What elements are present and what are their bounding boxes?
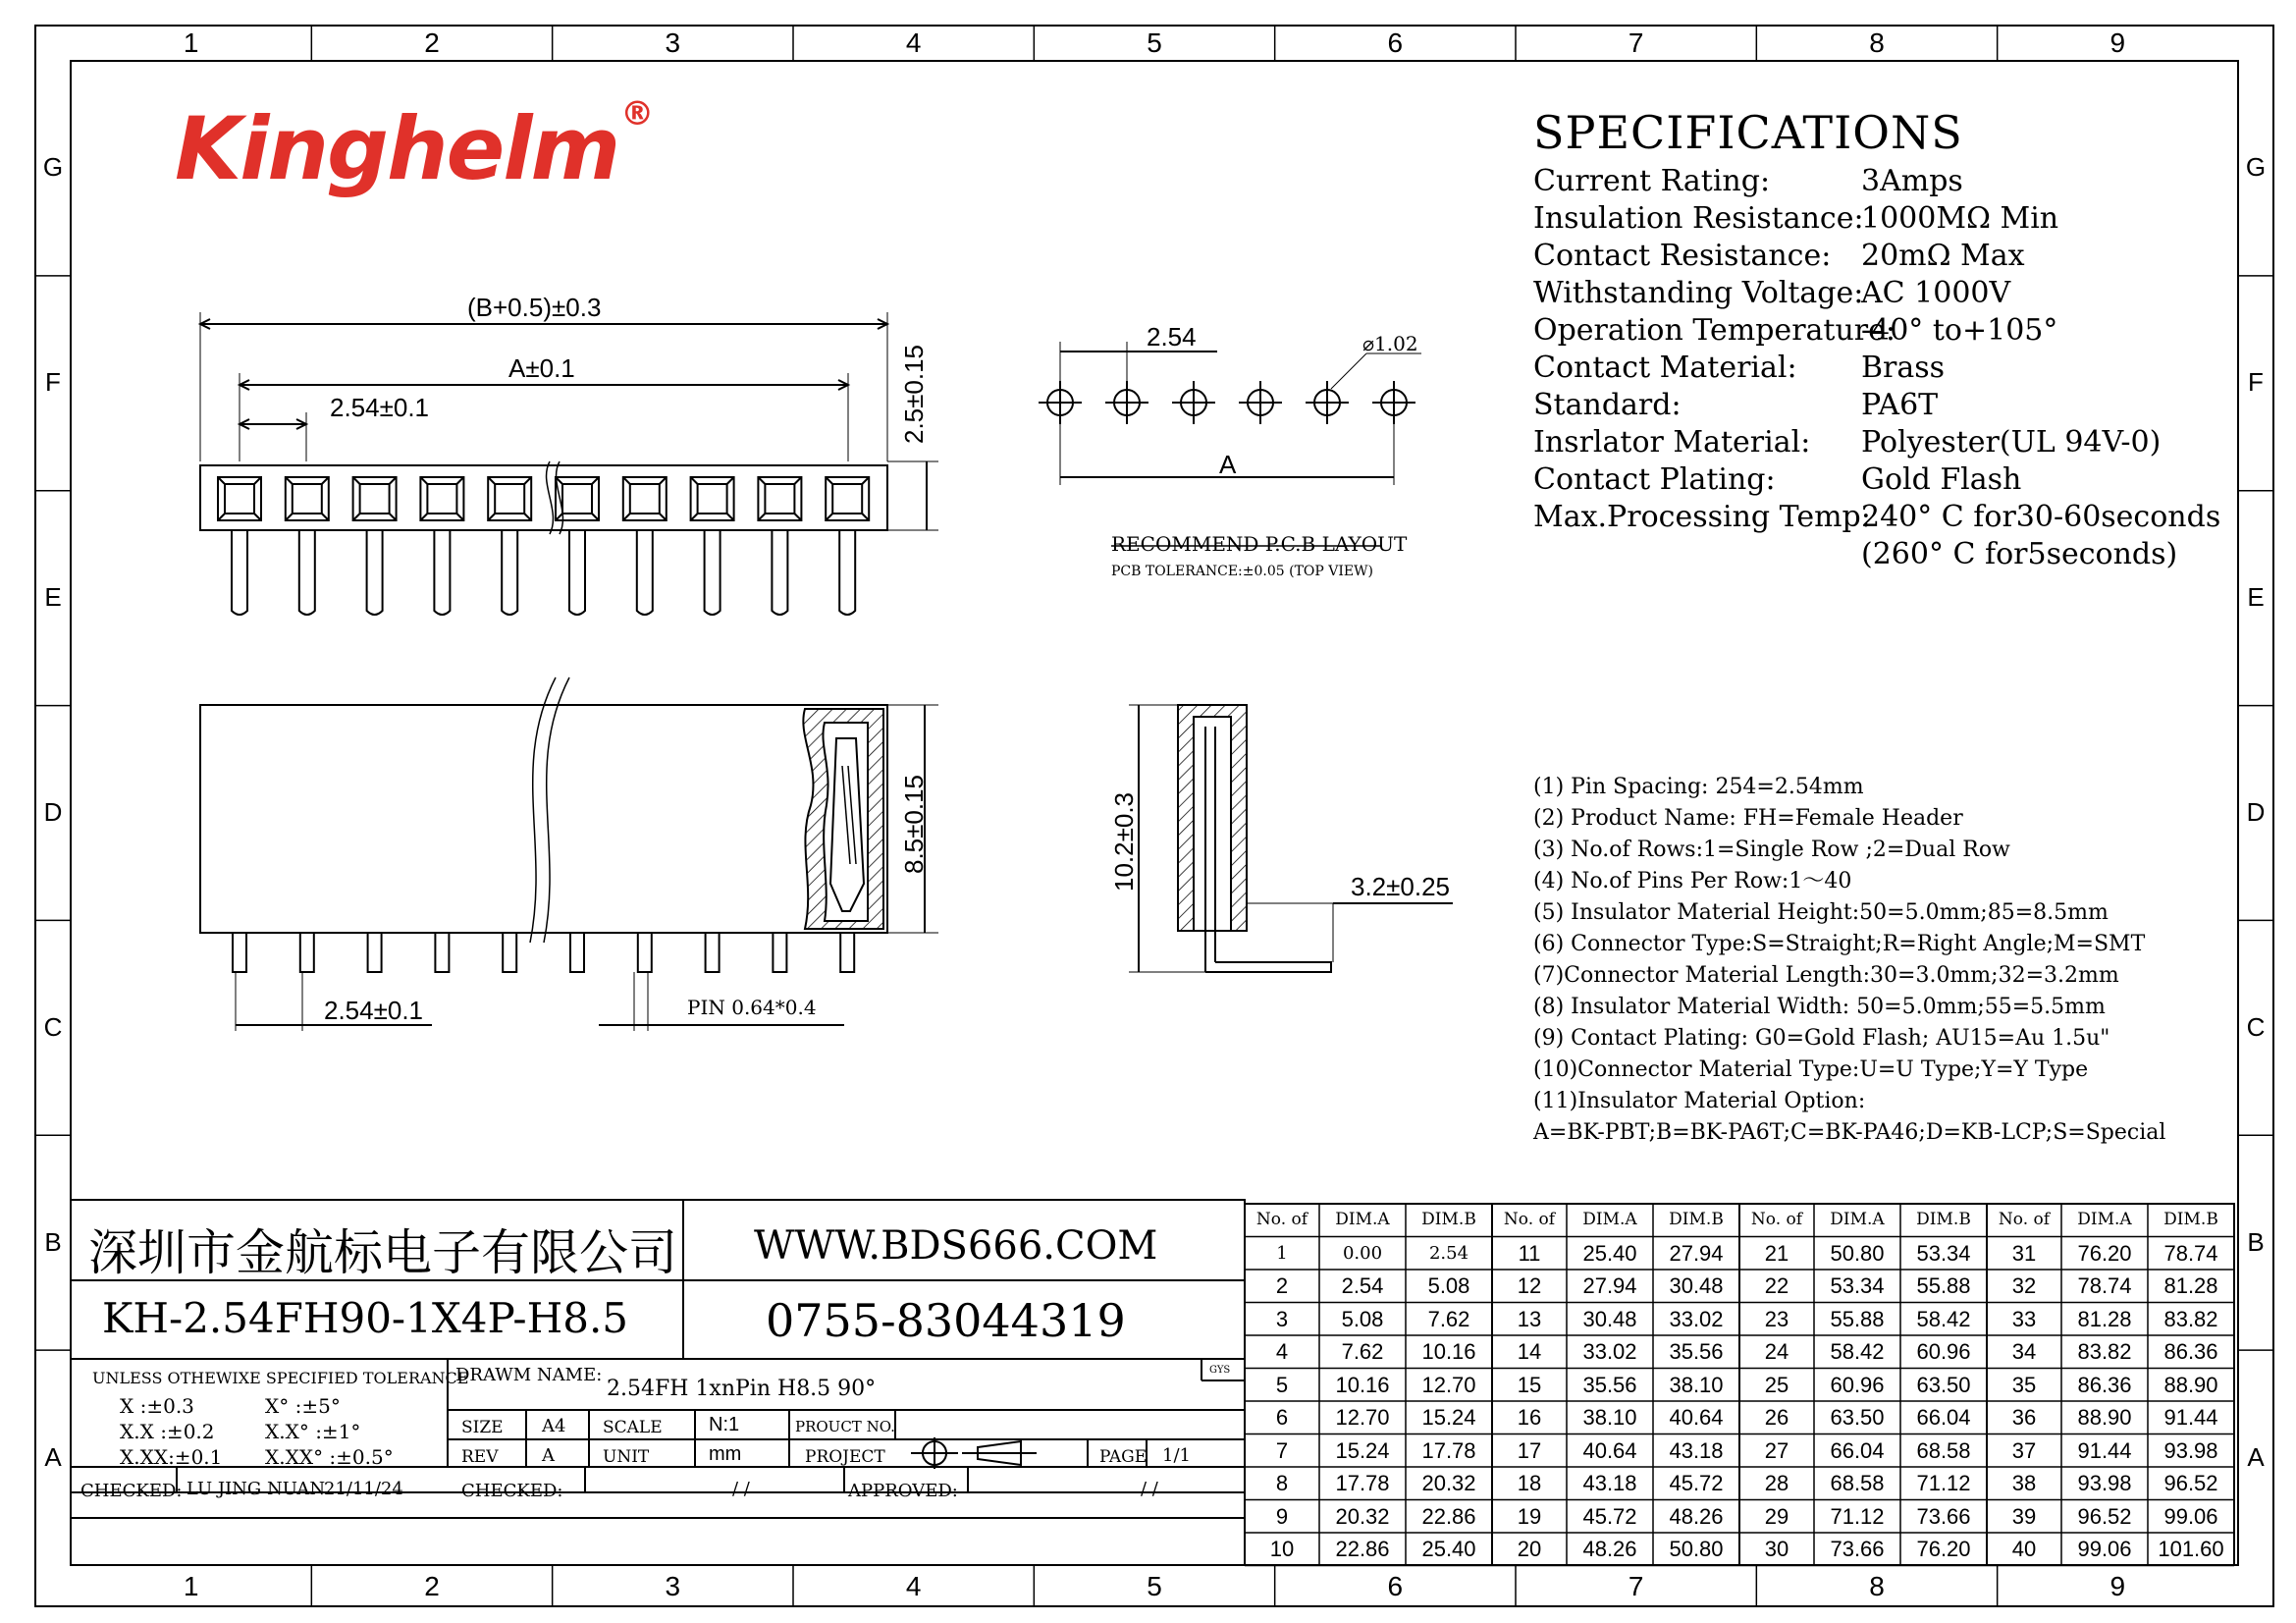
dim-table-cell: 83.82 (2163, 1306, 2218, 1331)
zone-row-B-right: B (2247, 1226, 2265, 1257)
zone-row-C-right: C (2246, 1011, 2266, 1042)
dim-table-cell: 27 (1764, 1437, 1789, 1463)
dim-table-cell: 17.78 (1335, 1471, 1390, 1495)
spec-value: AC 1000V (1861, 276, 2011, 310)
dim-table-cell: 29 (1764, 1503, 1789, 1529)
zone-row-G-left: G (42, 152, 64, 183)
dim-table-header: DIM.B (2163, 1210, 2218, 1229)
checked-date: 21/11/24 (324, 1479, 403, 1499)
dim-front-height: 8.5±0.15 (899, 774, 929, 874)
dim-table-cell: 6 (1275, 1405, 1289, 1430)
rev-label: REV (461, 1447, 499, 1467)
dim-table-cell: 32 (2011, 1273, 2037, 1298)
zone-row-A-left: A (44, 1441, 62, 1472)
dim-table-cell: 20.32 (1421, 1471, 1476, 1495)
dim-table-cell: 73.66 (1830, 1537, 1885, 1561)
dim-top-height: 2.5±0.15 (899, 344, 929, 444)
spec-row (1533, 424, 2220, 461)
spec-row (1533, 461, 2220, 499)
dim-table-cell: 78.74 (2077, 1273, 2132, 1298)
spec-row (1533, 200, 2220, 238)
size-label: SIZE (461, 1418, 504, 1437)
dim-table-header: DIM.B (1669, 1210, 1724, 1229)
dim-pcb-a: A (1219, 450, 1237, 479)
kinghelm-logo: Kinghelm® (175, 94, 653, 199)
dim-table-cell: 33 (2011, 1306, 2037, 1331)
dim-table-cell: 48.26 (1669, 1503, 1724, 1529)
dim-table-cell: 22 (1764, 1273, 1789, 1298)
zone-col-5-bottom: 5 (1147, 1571, 1162, 1601)
ordering-note: (2) Product Name: FH=Female Header (1533, 806, 1963, 831)
dim-table-cell: 99.06 (2163, 1503, 2218, 1529)
dim-table-cell: 5.08 (1341, 1306, 1384, 1331)
dim-table-header: No. of (1503, 1210, 1556, 1229)
dim-table-cell: 68.58 (1830, 1471, 1885, 1495)
approved-date: / / (1141, 1479, 1158, 1499)
dim-table-cell: 27.94 (1582, 1273, 1637, 1298)
dim-table-cell: 68.58 (1916, 1437, 1971, 1463)
dim-table-cell: 15.24 (1421, 1405, 1476, 1430)
checked2-date: / / (732, 1479, 750, 1499)
dim-table-header: DIM.A (2077, 1210, 2132, 1229)
dim-table-cell: 25.40 (1582, 1240, 1637, 1266)
zone-col-8-top: 8 (1869, 27, 1885, 58)
dim-table-cell: 101.60 (2158, 1537, 2224, 1561)
zone-col-4-bottom: 4 (905, 1571, 922, 1601)
zone-col-2-top: 2 (424, 27, 440, 58)
dim-table-cell: 12.70 (1335, 1405, 1390, 1430)
dim-table-cell: 55.88 (1830, 1306, 1885, 1331)
dim-table-cell: 45.72 (1582, 1503, 1637, 1529)
top-view-drawing (200, 312, 938, 534)
dim-table-cell: 16 (1517, 1405, 1542, 1430)
projection-symbol-icon (911, 1437, 1037, 1469)
dim-table-cell: 93.98 (2163, 1437, 2218, 1463)
zone-row-F-left: F (45, 367, 61, 398)
company-website: WWW.BDS666.COM (754, 1223, 1158, 1269)
spec-label: Current Rating: (1533, 164, 1771, 198)
zone-col-8-bottom: 8 (1869, 1571, 1885, 1601)
spec-value: 20mΩ Max (1861, 239, 2025, 273)
spec-value: 240° C for30-60seconds (1861, 500, 2221, 534)
product-no-label: PROUCT NO. (795, 1418, 895, 1435)
dim-table-cell: 60.96 (1830, 1372, 1885, 1397)
dim-table-cell: 58.42 (1916, 1306, 1971, 1331)
drawn-name: 2.54FH 1xnPin H8.5 90° (607, 1377, 877, 1401)
spec-value: (260° C for5seconds) (1861, 537, 2178, 571)
spec-row (1533, 238, 2220, 275)
dim-table-cell: 99.06 (2077, 1537, 2132, 1561)
dim-table-cell: 30.48 (1669, 1273, 1724, 1298)
zone-row-C-left: C (43, 1011, 63, 1042)
unit-value: mm (709, 1443, 742, 1465)
dim-table-cell: 18 (1517, 1471, 1542, 1495)
checked2-label: CHECKED: (461, 1481, 563, 1501)
dim-table-cell: 24 (1764, 1339, 1789, 1364)
zone-col-7-bottom: 7 (1628, 1571, 1644, 1601)
dim-table-cell: 2 (1275, 1273, 1289, 1298)
spec-label: Contact Plating: (1533, 462, 1776, 497)
dim-table-cell: 2.54 (1341, 1273, 1384, 1298)
dim-table-cell: 66.04 (1830, 1437, 1885, 1463)
tolerance-x-deg: X° :±5° (265, 1394, 341, 1418)
dim-table-cell: 50.80 (1669, 1537, 1724, 1561)
dim-table-header: DIM.B (1421, 1210, 1476, 1229)
dim-table-cell: 78.74 (2163, 1240, 2218, 1266)
spec-label: Withstanding Voltage: (1533, 276, 1864, 310)
zone-col-4-top: 4 (905, 27, 922, 58)
zone-col-2-bottom: 2 (424, 1571, 440, 1601)
scale-value: N:1 (709, 1414, 740, 1435)
ordering-note: (5) Insulator Material Height:50=5.0mm;85=8.5mm (1533, 900, 2109, 925)
ordering-note: A=BK-PBT;B=BK-PA6T;C=BK-PA46;D=KB-LCP;S=Special (1533, 1120, 2166, 1145)
dim-table-cell: 43.18 (1582, 1471, 1637, 1495)
zone-row-D-right: D (2246, 797, 2266, 827)
pcb-layout-subtitle: PCB TOLERANCE:±0.05 (TOP VIEW) (1111, 564, 1373, 579)
dim-table-cell: 88.90 (2077, 1405, 2132, 1430)
spec-value: PA6T (1861, 388, 1939, 422)
spec-row (1533, 536, 2220, 573)
ordering-note: (4) No.of Pins Per Row:1～40 (1533, 869, 1852, 893)
dim-table-cell: 11 (1518, 1240, 1541, 1266)
dim-table-cell: 5.08 (1427, 1273, 1470, 1298)
dim-table-header: DIM.B (1916, 1210, 1971, 1229)
dim-overall-length: (B+0.5)±0.3 (467, 293, 602, 322)
dim-table-cell: 17 (1517, 1437, 1542, 1463)
dim-table-cell: 12 (1517, 1273, 1542, 1298)
front-view-drawing (200, 677, 938, 1031)
dim-table-cell: 25.40 (1421, 1537, 1476, 1561)
dim-table-cell: 31 (2011, 1240, 2037, 1266)
dim-table-header: DIM.A (1582, 1210, 1637, 1229)
checked-by: LU JING NUAN (187, 1479, 326, 1499)
dim-table-cell: 7.62 (1427, 1306, 1470, 1331)
dim-table-cell: 38 (2011, 1471, 2037, 1495)
dim-table-cell: 7 (1275, 1437, 1289, 1463)
dim-table-cell: 71.12 (1916, 1471, 1971, 1495)
zone-col-7-top: 7 (1628, 27, 1644, 58)
dim-table-cell: 66.04 (1916, 1405, 1971, 1430)
dim-table-cell: 22.86 (1335, 1537, 1390, 1561)
spec-label: Insrlator Material: (1533, 425, 1811, 460)
dim-table-cell: 34 (2011, 1339, 2037, 1364)
ordering-note: (10)Connector Material Type:U=U Type;Y=Y Type (1533, 1057, 2089, 1082)
dim-table-cell: 13 (1517, 1306, 1542, 1331)
spec-row (1533, 312, 2220, 350)
dim-table-cell: 43.18 (1669, 1437, 1724, 1463)
zone-col-1-top: 1 (183, 27, 199, 58)
dim-table-cell: 86.36 (2077, 1372, 2132, 1397)
spec-value: 3Amps (1861, 164, 1963, 198)
spec-row (1533, 350, 2220, 387)
specifications-list (1533, 163, 2220, 573)
dim-a-length: A±0.1 (508, 353, 575, 383)
dim-table-cell: 45.72 (1669, 1471, 1724, 1495)
dim-table-cell: 88.90 (2163, 1372, 2218, 1397)
dim-table-cell: 40.64 (1669, 1405, 1724, 1430)
scale-label: SCALE (603, 1418, 663, 1437)
drawn-name-label: DRAWM NAME: (455, 1365, 603, 1385)
dim-table-cell: 33.02 (1582, 1339, 1637, 1364)
dim-table-header: No. of (1998, 1210, 2051, 1229)
dim-table-cell: 63.50 (1830, 1405, 1885, 1430)
zone-col-9-top: 9 (2109, 27, 2126, 58)
dim-table-cell: 35 (2011, 1372, 2037, 1397)
tolerance-xx: X.X :±0.2 (120, 1420, 215, 1443)
dim-table-cell: 8 (1275, 1471, 1289, 1495)
dim-table-cell: 4 (1275, 1339, 1289, 1364)
dim-table-cell: 81.28 (2163, 1273, 2218, 1298)
pcb-layout-drawing (1060, 342, 1421, 546)
dim-side-height: 10.2±0.3 (1109, 791, 1139, 892)
dim-table-cell: 3 (1275, 1306, 1289, 1331)
page-label: PAGE (1099, 1447, 1148, 1467)
dim-table-cell: 21 (1764, 1240, 1789, 1266)
zone-row-F-right: F (2248, 367, 2264, 398)
dim-table-cell: 40.64 (1582, 1437, 1637, 1463)
pcb-layout-title: RECOMMEND P.C.B LAYOUT (1111, 532, 1408, 556)
dim-table-cell: 10.16 (1335, 1372, 1390, 1397)
zone-col-9-bottom: 9 (2109, 1571, 2126, 1601)
dim-table-header: No. of (1255, 1210, 1308, 1229)
company-phone: 0755-83044319 (766, 1294, 1126, 1347)
part-number: KH-2.54FH90-1X4P-H8.5 (102, 1294, 629, 1342)
checked-label: CHECKED: (80, 1481, 183, 1501)
dim-table-header: No. of (1750, 1210, 1803, 1229)
spec-value: Polyester(UL 94V-0) (1861, 425, 2162, 460)
dim-table-cell: 33.02 (1669, 1306, 1724, 1331)
dim-table-cell: 7.62 (1341, 1339, 1384, 1364)
unit-label: UNIT (603, 1447, 650, 1467)
dim-table-cell: 20.32 (1335, 1503, 1390, 1529)
size-value: A4 (542, 1416, 566, 1436)
ordering-note: (6) Connector Type:S=Straight;R=Right Angle;M=SMT (1533, 932, 2146, 956)
gys-label: GYS (1209, 1365, 1231, 1376)
spec-row (1533, 163, 2220, 200)
spec-value: Gold Flash (1861, 462, 2022, 497)
zone-row-G-right: G (2245, 152, 2267, 183)
dim-table-cell: 93.98 (2077, 1471, 2132, 1495)
dim-table-cell: 73.66 (1916, 1503, 1971, 1529)
dim-table-cell: 35.56 (1582, 1372, 1637, 1397)
dim-table-header: DIM.A (1335, 1210, 1390, 1229)
ordering-note: (8) Insulator Material Width: 50=5.0mm;55=5.5mm (1533, 995, 2106, 1019)
dim-table-cell: 27.94 (1669, 1240, 1724, 1266)
dimension-table (1245, 1204, 2234, 1565)
spec-label: Operation Temperature: (1533, 313, 1896, 348)
dim-table-cell: 96.52 (2077, 1503, 2132, 1529)
dim-top-pitch: 2.54±0.1 (330, 393, 430, 422)
specifications-title: SPECIFICATIONS (1533, 106, 1963, 159)
ordering-note: (9) Contact Plating: G0=Gold Flash; AU15=Au 1.5u" (1533, 1026, 2110, 1051)
dim-front-pitch: 2.54±0.1 (324, 996, 424, 1025)
dim-table-cell: 14 (1517, 1339, 1542, 1364)
dim-table-cell: 28 (1764, 1471, 1789, 1495)
dim-table-cell: 96.52 (2163, 1471, 2218, 1495)
dim-table-cell: 23 (1764, 1306, 1789, 1331)
dim-table-cell: 30 (1764, 1537, 1789, 1561)
dim-table-cell: 9 (1275, 1503, 1289, 1529)
zone-col-1-bottom: 1 (183, 1571, 199, 1601)
dim-table-cell: 10 (1269, 1537, 1295, 1561)
zone-col-5-top: 5 (1147, 27, 1162, 58)
dim-table-cell: 17.78 (1421, 1437, 1476, 1463)
dim-table-cell: 12.70 (1421, 1372, 1476, 1397)
dim-table-cell: 91.44 (2163, 1405, 2218, 1430)
spec-row (1533, 387, 2220, 424)
dim-table-cell: 55.88 (1916, 1273, 1971, 1298)
spec-value: Brass (1861, 351, 1946, 385)
dim-table-cell: 22.86 (1421, 1503, 1476, 1529)
dim-table-cell: 15 (1517, 1372, 1542, 1397)
company-name: 深圳市金航标电子有限公司 (88, 1224, 677, 1281)
dim-table-cell: 63.50 (1916, 1372, 1971, 1397)
dim-table-cell: 71.12 (1830, 1503, 1885, 1529)
tolerance-title: UNLESS OTHEWIXE SPECIFIED TOLERANCE (92, 1369, 469, 1387)
dim-table-cell: 81.28 (2077, 1306, 2132, 1331)
zone-row-B-left: B (44, 1226, 62, 1257)
ordering-note: (7)Connector Material Length:30=3.0mm;32=3.2mm (1533, 963, 2119, 988)
page-value: 1/1 (1162, 1445, 1191, 1466)
spec-label: Insulation Resistance: (1533, 201, 1864, 236)
spec-label: Standard: (1533, 388, 1682, 422)
zone-col-3-top: 3 (665, 27, 681, 58)
dim-table-cell: 76.20 (1916, 1537, 1971, 1561)
dim-table-cell: 91.44 (2077, 1437, 2132, 1463)
spec-value: 1000MΩ Min (1861, 201, 2059, 236)
dim-pcb-hole: ⌀1.02 (1362, 332, 1418, 355)
dim-table-cell: 25 (1764, 1372, 1789, 1397)
dim-table-cell: 39 (2011, 1503, 2037, 1529)
approved-label: APPROVED: (848, 1481, 958, 1501)
project-label: PROJECT (805, 1447, 885, 1467)
zone-row-E-right: E (2247, 582, 2265, 613)
dim-table-cell: 2.54 (1428, 1242, 1469, 1264)
dim-table-cell: 53.34 (1830, 1273, 1885, 1298)
dim-side-offset: 3.2±0.25 (1351, 872, 1451, 901)
dim-table-cell: 37 (2011, 1437, 2037, 1463)
ordering-note: (11)Insulator Material Option: (1533, 1089, 1866, 1113)
spec-value: -40° to+105° (1861, 313, 2058, 348)
dim-table-cell: 1 (1276, 1242, 1288, 1264)
dim-table-cell: 83.82 (2077, 1339, 2132, 1364)
zone-row-E-left: E (44, 582, 62, 613)
dim-table-cell: 38.10 (1582, 1405, 1637, 1430)
dim-table-cell: 0.00 (1342, 1242, 1383, 1264)
dim-table-cell: 20 (1517, 1537, 1542, 1561)
dim-table-cell: 58.42 (1830, 1339, 1885, 1364)
dim-table-cell: 5 (1275, 1372, 1289, 1397)
dim-table-cell: 36 (2011, 1405, 2037, 1430)
dim-pcb-pitch: 2.54 (1147, 322, 1197, 352)
dim-table-cell: 19 (1517, 1503, 1542, 1529)
tolerance-xxx: X.XX:±0.1 (120, 1445, 223, 1469)
dim-table-cell: 35.56 (1669, 1339, 1724, 1364)
zone-row-D-left: D (43, 797, 63, 827)
ordering-notes (1533, 772, 2165, 1149)
dim-table-cell: 15.24 (1335, 1437, 1390, 1463)
dim-table-cell: 10.16 (1421, 1339, 1476, 1364)
tolerance-x: X :±0.3 (120, 1394, 194, 1418)
zone-col-6-bottom: 6 (1387, 1571, 1404, 1601)
spec-row (1533, 275, 2220, 312)
dim-table-cell: 30.48 (1582, 1306, 1637, 1331)
dim-table-cell: 48.26 (1582, 1537, 1637, 1561)
zone-row-A-right: A (2247, 1441, 2265, 1472)
dim-table-cell: 53.34 (1916, 1240, 1971, 1266)
dim-table-cell: 60.96 (1916, 1339, 1971, 1364)
spec-label: Contact Resistance: (1533, 239, 1832, 273)
dim-table-cell: 26 (1764, 1405, 1789, 1430)
rev-value: A (542, 1445, 555, 1466)
zone-col-6-top: 6 (1387, 27, 1404, 58)
spec-label: Contact Material: (1533, 351, 1797, 385)
side-view-drawing (1129, 705, 1453, 972)
spec-label: Max.Processing Temp: (1533, 500, 1871, 534)
dim-table-cell: 86.36 (2163, 1339, 2218, 1364)
tolerance-xxx-deg: X.XX° :±0.5° (265, 1445, 394, 1469)
zone-col-3-bottom: 3 (665, 1571, 681, 1601)
dim-table-cell: 76.20 (2077, 1240, 2132, 1266)
dim-table-header: DIM.A (1830, 1210, 1885, 1229)
dim-table-cell: 50.80 (1830, 1240, 1885, 1266)
ordering-note: (3) No.of Rows:1=Single Row ;2=Dual Row (1533, 838, 2010, 862)
dim-table-cell: 38.10 (1669, 1372, 1724, 1397)
spec-row (1533, 499, 2220, 536)
tolerance-xx-deg: X.X° :±1° (265, 1420, 361, 1443)
dim-table-cell: 40 (2011, 1537, 2037, 1561)
dim-pin-size: PIN 0.64*0.4 (687, 996, 817, 1019)
ordering-note: (1) Pin Spacing: 254=2.54mm (1533, 775, 1864, 799)
